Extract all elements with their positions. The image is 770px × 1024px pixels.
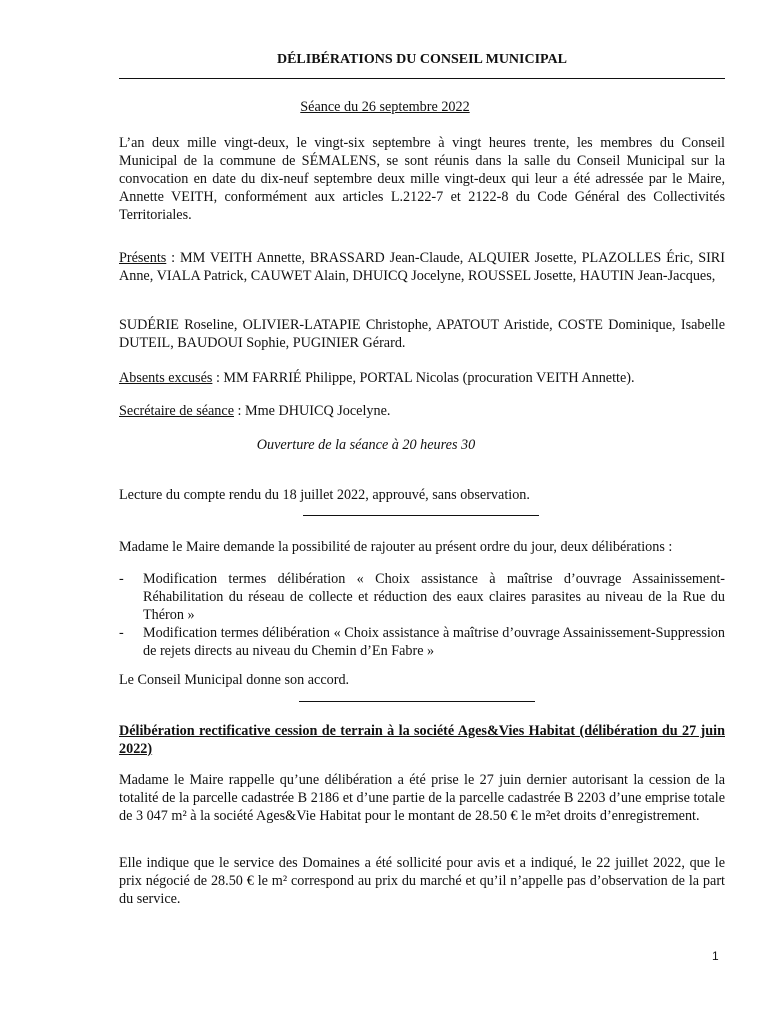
section-divider — [299, 701, 535, 702]
session-opening: Ouverture de la séance à 20 heures 30 — [256, 437, 476, 453]
absent-label: Absents excusés — [119, 370, 213, 386]
present-members — [119, 249, 725, 285]
deliberation-paragraph-2: Elle indique que le service des Domaines a été sollicité pour avis et a indiqué, le 22 juillet 2022, que le prix négocié de 28.50 € le m² correspond au prix du marché et qu’il n’appelle pas d’observation de la part du service. — [119, 855, 725, 907]
present-list-1: : MM VEITH Annette, BRASSARD Jean-Claude, ALQUIER Josette, PLAZOLLES Éric, SIRI Anne, VIALA Patrick, CAUWET Alain, DHUICQ Jocelyne, ROUSSEL Josette, HAUTIN Jean-Jacques, — [119, 250, 725, 284]
present-label: Présents — [119, 250, 167, 266]
page-number: 1 — [712, 949, 719, 963]
agenda-request: Madame le Maire demande la possibilité de rajouter au présent ordre du jour, deux délibérations : — [119, 539, 673, 555]
list-item — [119, 570, 725, 624]
present-members-continued: SUDÉRIE Roseline, OLIVIER-LATAPIE Christophe, APATOUT Aristide, COSTE Dominique, Isabelle DUTEIL, BAUDOUI Sophie, PUGINIER Gérard. — [119, 317, 725, 351]
absent-members — [119, 369, 725, 387]
title-divider — [119, 78, 725, 79]
secretary-label: Secrétaire de séance — [119, 403, 234, 419]
session-date: Séance du 26 septembre 2022 — [300, 99, 470, 115]
agenda-list — [119, 570, 725, 660]
council-agreement: Le Conseil Municipal donne son accord. — [119, 672, 350, 688]
list-item-text: Modification termes délibération « Choix assistance à maîtrise d’ouvrage Assainissement-Suppression de rejets directs au niveau du Chemin d’En Fabre » — [143, 625, 725, 659]
deliberation-paragraph-1: Madame le Maire rappelle qu’une délibération a été prise le 27 juin dernier autorisant la cession de la totalité de la parcelle cadastrée B 2186 et d’une partie de la parcelle cadastrée B 2203 d’une emprise totale de 3 047 m² à la société Ages&Vie Habitat pour le montant de 28.50 € le m²et droits d’enregistrement. — [119, 772, 725, 824]
list-dash: - — [119, 625, 124, 641]
deliberation-title: Délibération rectificative cession de terrain à la société Ages&Vies Habitat (délibération du 27 juin 2022) — [119, 723, 725, 757]
intro-paragraph: L’an deux mille vingt-deux, le vingt-six septembre à vingt heures trente, les membres du Conseil Municipal de la commune de SÉMALENS, se sont réunis dans la salle du Conseil Municipal sur la convocation en date du dix-neuf septembre deux mille vingt-deux qui leur a été adressée par le Maire, Annette VEITH, conformément aux articles L.2122-7 et 2122-8 du Code Général des Collectivités Territoriales. — [119, 135, 725, 223]
minutes-reading: Lecture du compte rendu du 18 juillet 2022, approuvé, sans observation. — [119, 487, 530, 503]
session-secretary — [119, 402, 725, 420]
list-item-text: Modification termes délibération « Choix assistance à maîtrise d’ouvrage Assainissement-Réhabilitation du réseau de collecte et réduction des eaux claires parasites au niveau de la Rue du Théron » — [143, 571, 725, 623]
secretary-name: : Mme DHUICQ Jocelyne. — [234, 403, 391, 419]
list-item — [119, 624, 725, 660]
section-divider — [303, 515, 539, 516]
absent-list: : MM FARRIÉ Philippe, PORTAL Nicolas (procuration VEITH Annette). — [212, 370, 635, 386]
list-dash: - — [119, 571, 124, 587]
document-title: DÉLIBÉRATIONS DU CONSEIL MUNICIPAL — [276, 52, 568, 67]
